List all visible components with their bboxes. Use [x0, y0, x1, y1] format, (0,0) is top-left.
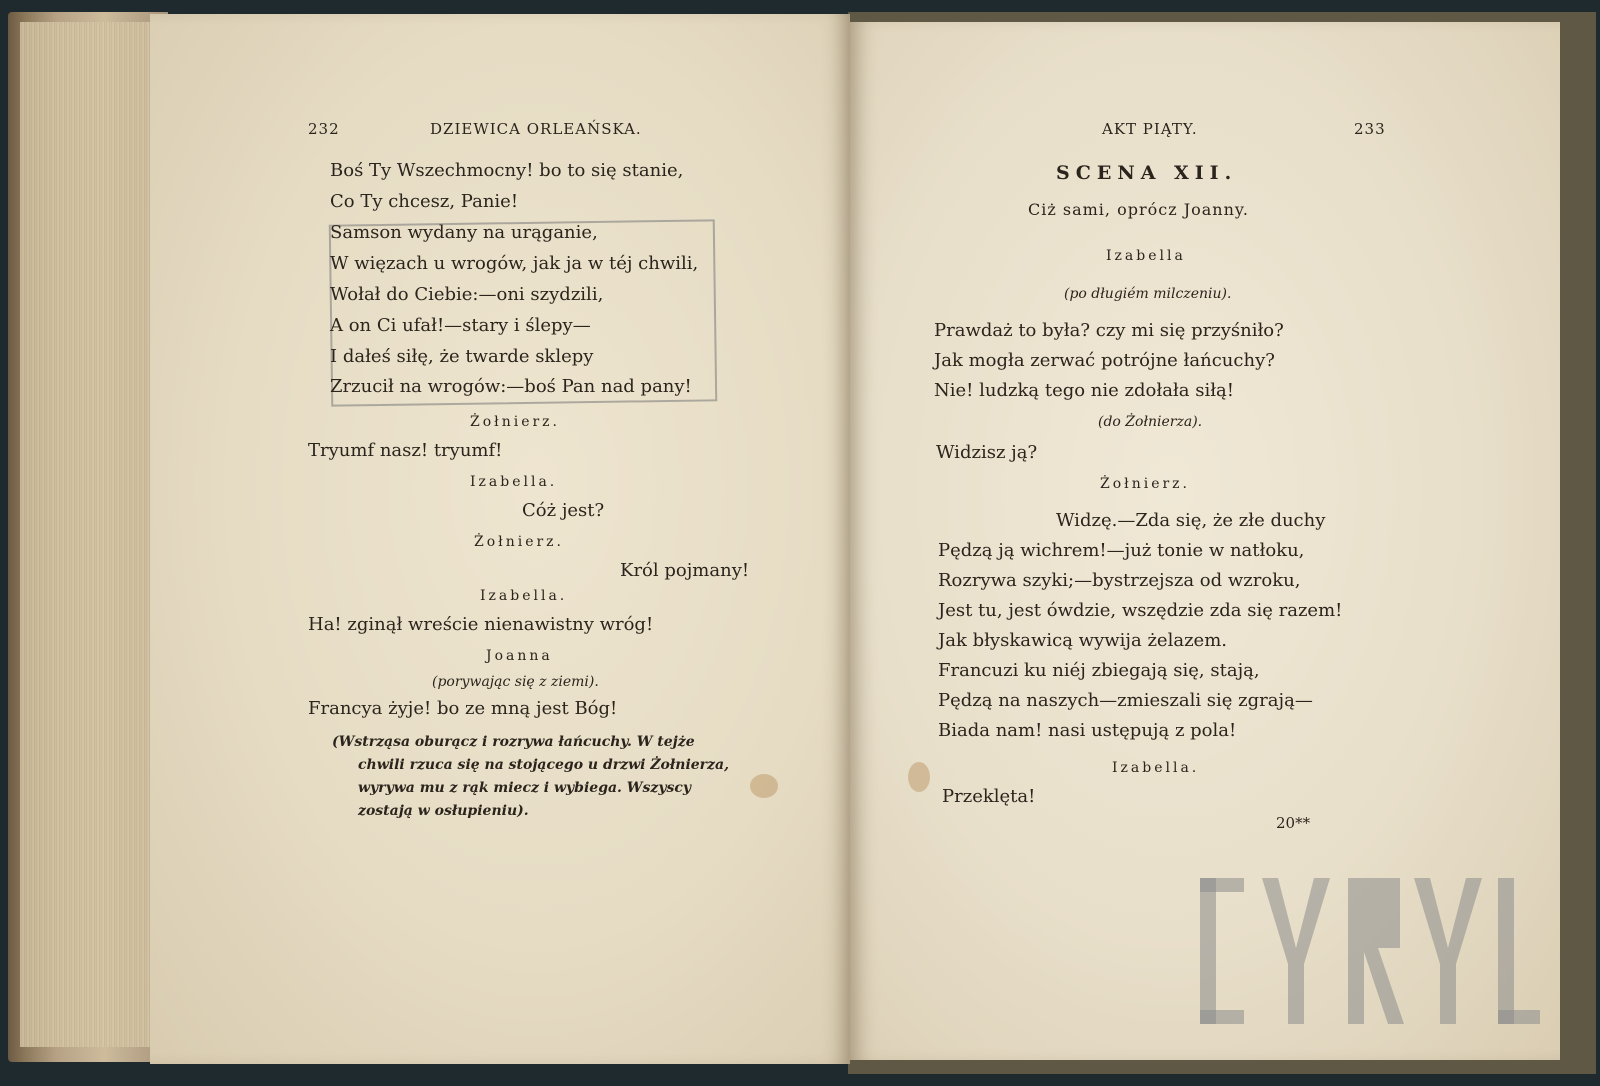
stage-direction: (po długiém milczeniu).	[1064, 286, 1232, 302]
speaker-name: Izabella.	[480, 588, 568, 604]
stage-direction: (porywając się z ziemi).	[432, 674, 599, 690]
verse-line: Zrzucił na wrogów:—boś Pan nad pany!	[330, 376, 692, 397]
verse-line: Wołał do Ciebie:—oni szydzili,	[330, 284, 604, 305]
speaker-name: Żołnierz.	[1100, 476, 1190, 492]
scene-title: SCENA XII.	[1056, 162, 1238, 184]
stage-direction: chwili rzuca się na stojącego u drzwi Żołnierza,	[358, 757, 729, 773]
running-title: DZIEWICA ORLEAŃSKA.	[430, 120, 642, 138]
verse-line: Prawdaż to była? czy mi się przyśniło?	[934, 320, 1284, 341]
watermark-logo	[1200, 878, 1540, 1028]
verse-line: A on Ci ufał!—stary i ślepy—	[330, 315, 591, 336]
right-page	[850, 22, 1560, 1060]
cyryl-watermark	[1200, 878, 1540, 1028]
dialogue-line: Król pojmany!	[620, 560, 750, 581]
signature-mark: 20**	[1276, 814, 1311, 832]
verse-line: Biada nam! nasi ustępują z pola!	[938, 720, 1237, 741]
running-title: AKT PIĄTY.	[1102, 120, 1198, 138]
speaker-name: Izabella	[1106, 248, 1186, 264]
verse-line: Jak mogła zerwać potrójne łańcuchy?	[934, 350, 1275, 371]
verse-line: Co Ty chcesz, Panie!	[330, 191, 519, 212]
speaker-name: Żołnierz.	[470, 414, 560, 430]
verse-line: Jest tu, jest ówdzie, wszędzie zda się razem!	[938, 600, 1343, 621]
verse-line: Widzę.—Zda się, że złe duchy	[1056, 510, 1326, 531]
dialogue-line: Cóż jest?	[522, 500, 605, 521]
speaker-name: Izabella.	[1112, 760, 1200, 776]
stain	[908, 762, 930, 792]
page-number: 233	[1354, 120, 1386, 138]
verse-line: Pędzą na naszych—zmieszali się zgrają—	[938, 690, 1313, 711]
speaker-name: Żołnierz.	[474, 534, 564, 550]
page-number: 232	[308, 120, 340, 138]
verse-line: W więzach u wrogów, jak ja w téj chwili,	[330, 253, 699, 274]
scene-persons: Ciż sami, oprócz Joanny.	[1028, 200, 1249, 219]
verse-line: Rozrywa szyki;—bystrzejsza od wzroku,	[938, 570, 1301, 591]
verse-line: Boś Ty Wszechmocny! bo to się stanie,	[330, 160, 684, 181]
verse-line: Pędzą ją wichrem!—już tonie w natłoku,	[938, 540, 1305, 561]
dialogue-line: Tryumf nasz! tryumf!	[308, 440, 503, 461]
speaker-name: Joanna	[486, 648, 553, 664]
left-page	[150, 14, 850, 1064]
stage-direction: (do Żołnierza).	[1098, 414, 1203, 430]
verse-line: I dałeś siłę, że twarde sklepy	[330, 346, 594, 367]
dialogue-line: Ha! zginął wreście nienawistny wróg!	[308, 614, 654, 635]
dialogue-line: Francya żyje! bo ze mną jest Bóg!	[308, 698, 618, 719]
verse-line: Samson wydany na urąganie,	[330, 222, 598, 243]
stage-direction: wyrywa mu z rąk miecz i wybiega. Wszyscy	[358, 780, 692, 796]
dialogue-line: Przeklęta!	[942, 786, 1036, 807]
stain	[750, 774, 778, 798]
page-edges	[20, 22, 160, 1047]
dialogue-line: Widzisz ją?	[936, 442, 1038, 463]
stage-direction: zostają w osłupieniu).	[358, 803, 529, 819]
verse-line: Nie! ludzką tego nie zdołała siłą!	[934, 380, 1235, 401]
stage-direction: (Wstrząsa oburącz i rozrywa łańcuchy. W tejże	[332, 734, 695, 750]
verse-line: Francuzi ku niéj zbiegają się, stają,	[938, 660, 1260, 681]
speaker-name: Izabella.	[470, 474, 558, 490]
verse-line: Jak błyskawicą wywija żelazem.	[938, 630, 1228, 651]
